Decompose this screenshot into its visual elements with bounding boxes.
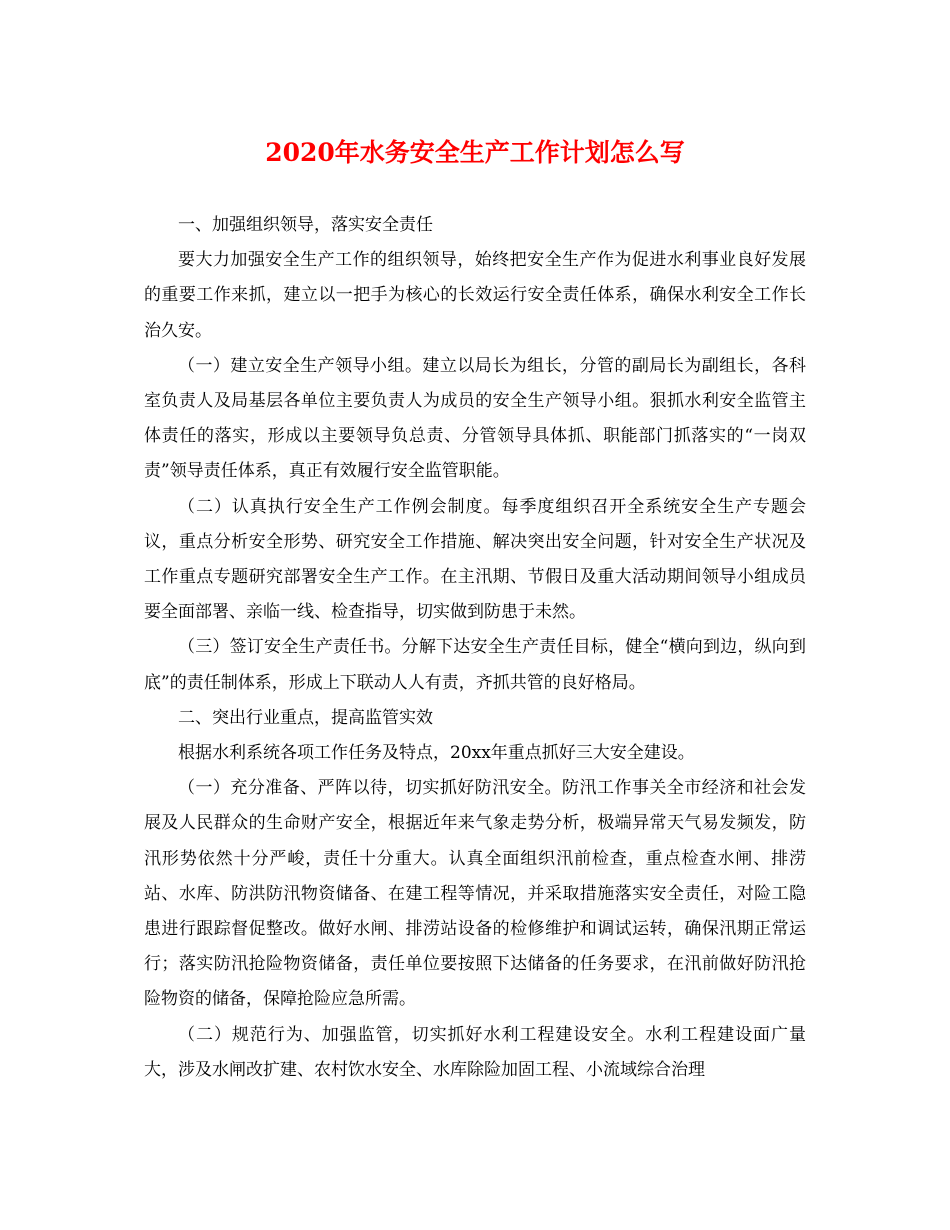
document-body xyxy=(144,208,806,1088)
paragraph: （三）签订安全生产责任书。分解下达安全生产责任目标，健全“横向到边，纵向到底”的责任制体系，形成上下联动人人有责，齐抓共管的良好格局。 xyxy=(144,637,806,693)
section-heading: 一、加强组织领导，落实安全责任 xyxy=(178,215,433,235)
paragraph: （二）认真执行安全生产工作例会制度。每季度组织召开全系统安全生产专题会议，重点分析安全形势、研究安全工作措施、解决突出安全问题，针对安全生产状况及工作重点专题研究部署安全生产工作。在主汛期、节假日及重大活动期间领导小组成员要全面部署、亲临一线、检查指导，切实做到防患于未然。 xyxy=(144,496,806,623)
paragraph: （一）充分准备、严阵以待，切实抓好防汛安全。防汛工作事关全市经济和社会发展及人民群众的生命财产安全，根据近年来气象走势分析，极端异常天气易发频发，防汛形势依然十分严峻，责任十分重大。认真全面组织汛前检查，重点检查水闸、排涝站、水库、防洪防汛物资储备、在建工程等情况，并采取措施落实安全责任，对险工隐患进行跟踪督促整改。做好水闸、排涝站设备的检修维护和调试运转，确保汛期正常运行；落实防汛抢险物资储备，责任单位要按照下达储备的任务要求，在汛前做好防汛抢险物资的储备，保障抢险应急所需。 xyxy=(144,778,806,1010)
document-title: 2020年水务安全生产工作计划怎么写 xyxy=(265,138,685,167)
section-heading: 二、突出行业重点，提高监管实效 xyxy=(178,707,433,728)
paragraph: （二）规范行为、加强监管，切实抓好水利工程建设安全。水利工程建设面广量大，涉及水闸改扩建、农村饮水安全、水库除险加固工程、小流域综合治理 xyxy=(144,1024,806,1080)
paragraph: （一）建立安全生产领导小组。建立以局长为组长，分管的副局长为副组长，各科室负责人及局基层各单位主要负责人为成员的安全生产领导小组。狠抓水利安全监管主体责任的落实，形成以主要领导负总责、分管领导具体抓、职能部门抓落实的“一岗双责”领导责任体系，真正有效履行安全监管职能。 xyxy=(144,355,806,482)
paragraph: 根据水利系统各项工作任务及特点，20xx年重点抓好三大安全建设。 xyxy=(178,743,695,764)
paragraph: 要大力加强安全生产工作的组织领导，始终把安全生产作为促进水利事业良好发展的重要工作来抓，建立以一把手为核心的长效运行安全责任体系，确保水利安全工作长治久安。 xyxy=(144,250,806,341)
